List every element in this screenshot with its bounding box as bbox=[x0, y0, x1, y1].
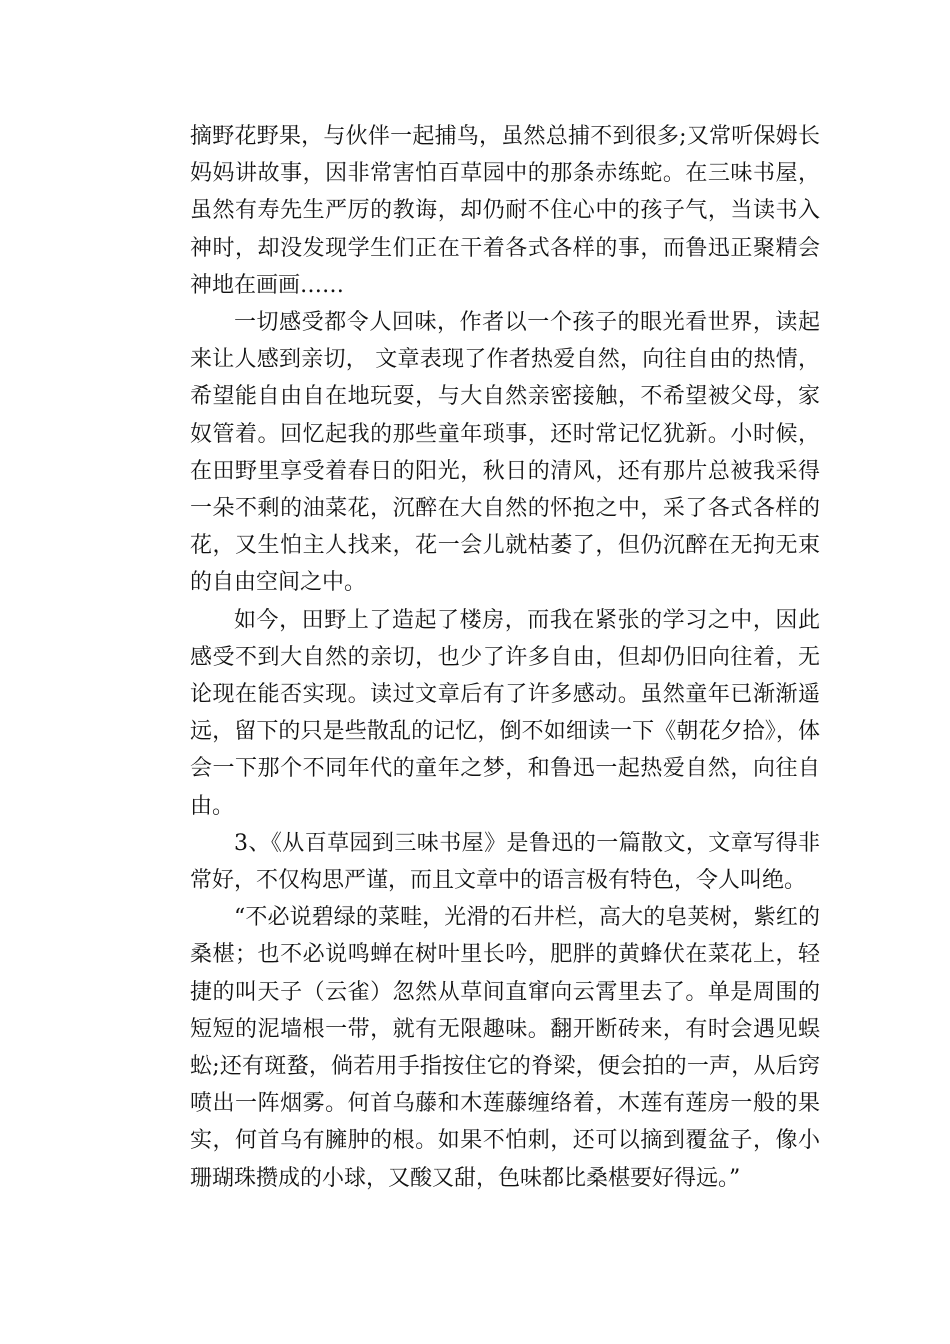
paragraph-reflection: 一切感受都令人回味，作者以一个孩子的眼光看世界，读起来让人感到亲切， 文章表现了作者热爱自然，向往自由的热情，希望能自由自在地玩耍，与大自然亲密接触，不希望被父母，家奴管着。回忆起我的那些童年琐事，还时常记忆犹新。小时候，在田野里享受着春日的阳光，秋日的清风，还有那片总被我采得一朵不剩的油菜花，沉醉在大自然的怀抱之中，采了各式各样的花，又生怕主人找来，花一会儿就枯萎了，但仍沉醉在无拘无束的自由空间之中。 bbox=[190, 310, 820, 596]
essay-body bbox=[190, 118, 820, 1197]
paragraph-present: 如今，田野上了造起了楼房，而我在紧张的学习之中，因此感受不到大自然的亲切，也少了许多自由，但却仍旧向往着，无论现在能否实现。读过文章后有了许多感动。虽然童年已渐渐遥远，留下的只是些散乱的记忆，倒不如细读一下《朝花夕拾》，体会一下那个不同年代的童年之梦，和鲁迅一起热爱自然，向往自由。 bbox=[190, 607, 820, 819]
paragraph-quotation: “不必说碧绿的菜畦，光滑的石井栏，高大的皂荚树，紫红的桑椹；也不必说鸣蝉在树叶里长吟，肥胖的黄蜂伏在菜花上，轻捷的叫天子（云雀）忽然从草间直窜向云霄里去了。单是周围的短短的泥墙根一带，就有无限趣味。翻开断砖来，有时会遇见蜈蚣;还有斑蝥，倘若用手指按住它的脊梁，便会拍的一声，从后窍喷出一阵烟雾。何首乌藤和木莲藤缠络着，木莲有莲房一般的果实，何首乌有臃肿的根。如果不怕刺，还可以摘到覆盆子，像小珊瑚珠攒成的小球，又酸又甜，色味都比桑椹要好得远。” bbox=[190, 905, 820, 1191]
paragraph-continued: 摘野花野果，与伙伴一起捕鸟，虽然总捕不到很多;又常听保姆长妈妈讲故事，因非常害怕百草园中的那条赤练蛇。在三味书屋，虽然有寿先生严厉的教诲，却仍耐不住心中的孩子气，当读书入神时，却没发现学生们正在干着各式各样的事，而鲁迅正聚精会神地在画画…… bbox=[190, 124, 820, 298]
paragraph-item-3: 3、《从百草园到三味书屋》是鲁迅的一篇散文，文章写得非常好，不仅构思严谨，而且文章中的语言极有特色，令人叫绝。 bbox=[190, 830, 820, 894]
